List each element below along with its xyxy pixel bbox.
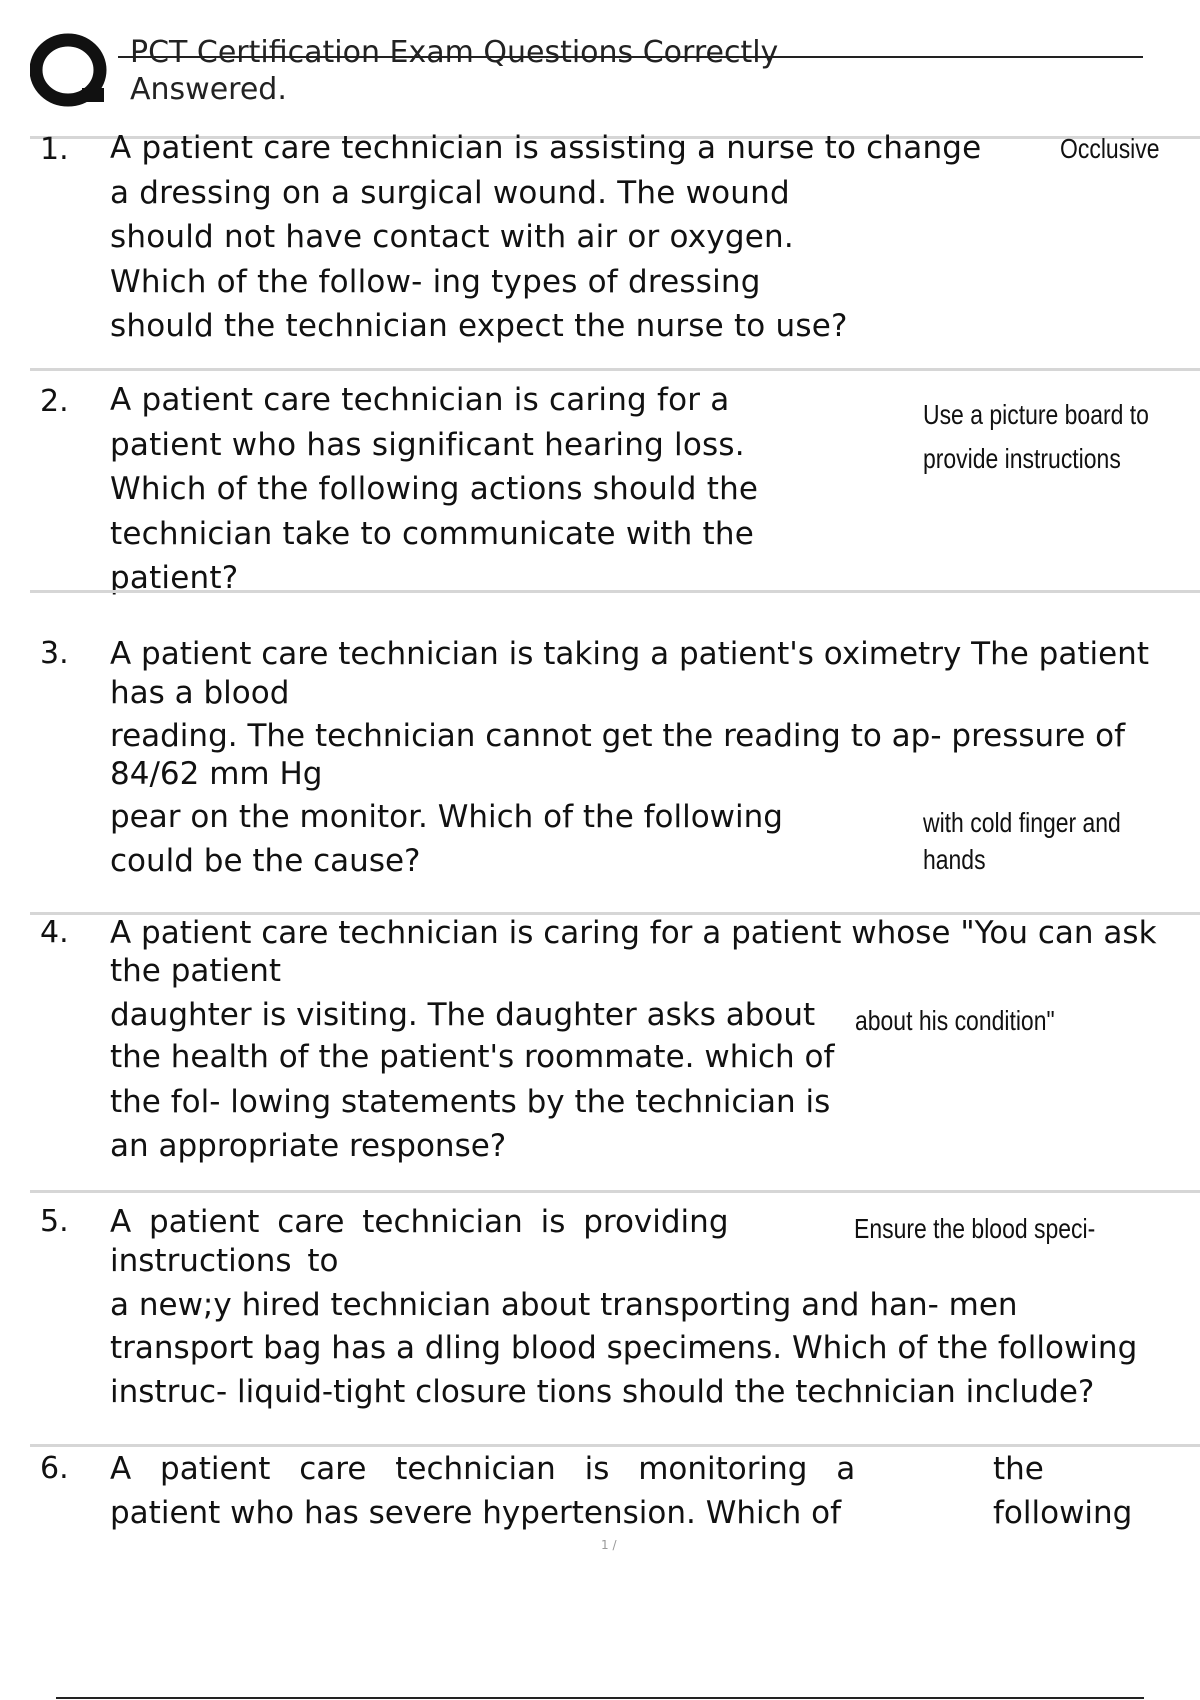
question-line: the fol- lowing statements by the technician is: [110, 1084, 831, 1120]
answer-line: Use a picture board to: [923, 399, 1149, 430]
question-number: 5.: [40, 1204, 69, 1239]
question-line: a new;y hired technician about transporting and han- men: [110, 1287, 1018, 1323]
title-strike-rule: [118, 56, 1143, 58]
question-line: patient who has severe hypertension. Which of: [110, 1495, 842, 1531]
question-line: A patient care technician is assisting a nurse to change: [110, 130, 982, 166]
question-line: 84/62 mm Hg: [110, 756, 323, 792]
question-text: [110, 126, 981, 349]
question-line: patient?: [110, 560, 239, 596]
question-line: the patient: [110, 953, 282, 989]
question-line-right: the: [993, 1451, 1044, 1487]
question-number: 2.: [40, 384, 69, 419]
question-line: patient who has significant hearing loss.: [110, 426, 745, 463]
question-text: [110, 378, 758, 601]
row-divider: [30, 1190, 1200, 1193]
question-line: technician take to communicate with the: [110, 515, 754, 552]
question-line: transport bag has a dling blood specimens. Which of the following: [110, 1330, 1138, 1366]
question-line: A patient care technician is monitoring a: [110, 1451, 856, 1487]
title-line-2: Answered.: [130, 72, 287, 107]
page-number: 1 /: [601, 1538, 617, 1552]
question-line: A patient care technician is taking a patient's oximetry The patient: [110, 636, 1149, 672]
question-line: an appropriate response?: [110, 1128, 507, 1164]
question-line: A patient care technician is caring for a patient whose "You can ask: [110, 915, 1157, 951]
question-number: 1.: [40, 132, 69, 167]
answer-text: [923, 804, 1121, 878]
answer-line: with cold finger and: [923, 807, 1121, 838]
question-line: daughter is visiting. The daughter asks about: [110, 997, 816, 1033]
answer-line: provide instructions: [923, 443, 1121, 474]
title-line-1: PCT Certification Exam Questions Correctly: [130, 35, 779, 70]
question-number: 3.: [40, 636, 69, 671]
question-line: instructions to: [110, 1243, 339, 1279]
question-line: should not have contact with air or oxygen.: [110, 219, 794, 255]
question-line: Which of the following actions should the: [110, 471, 759, 507]
answer-text: [923, 393, 1149, 481]
document-title: [130, 34, 778, 108]
question-line: A patient care technician is caring for a: [110, 382, 730, 418]
logo-q-icon: [30, 30, 110, 110]
answer-text: Occlusive: [1060, 133, 1160, 164]
row-divider: [30, 590, 1200, 593]
question-line: reading. The technician cannot get the reading to ap- pressure of: [110, 718, 1126, 754]
question-line: should the technician expect the nurse to use?: [110, 308, 848, 344]
question-line: Which of the follow- ing types of dressing: [110, 263, 761, 300]
question-line: the health of the patient's roommate. which of: [110, 1039, 835, 1075]
question-line: instruc- liquid-tight closure tions should the technician include?: [110, 1374, 1095, 1410]
answer-text: Ensure the blood speci-: [854, 1213, 1096, 1244]
question-line: pear on the monitor. Which of the following: [110, 799, 783, 835]
question-line: could be the cause?: [110, 843, 421, 879]
question-number: 4.: [40, 915, 69, 950]
answer-line: hands: [923, 844, 986, 875]
question-line: has a blood: [110, 675, 290, 711]
question-number: 6.: [40, 1451, 69, 1486]
question-line-right: following: [993, 1495, 1133, 1531]
answer-text: about his condition": [855, 1005, 1055, 1036]
footer-rule: [56, 1697, 1144, 1699]
question-line: a dressing on a surgical wound. The wound: [110, 174, 790, 211]
question-line: A patient care technician is providing: [110, 1204, 729, 1240]
row-divider: [30, 368, 1200, 371]
